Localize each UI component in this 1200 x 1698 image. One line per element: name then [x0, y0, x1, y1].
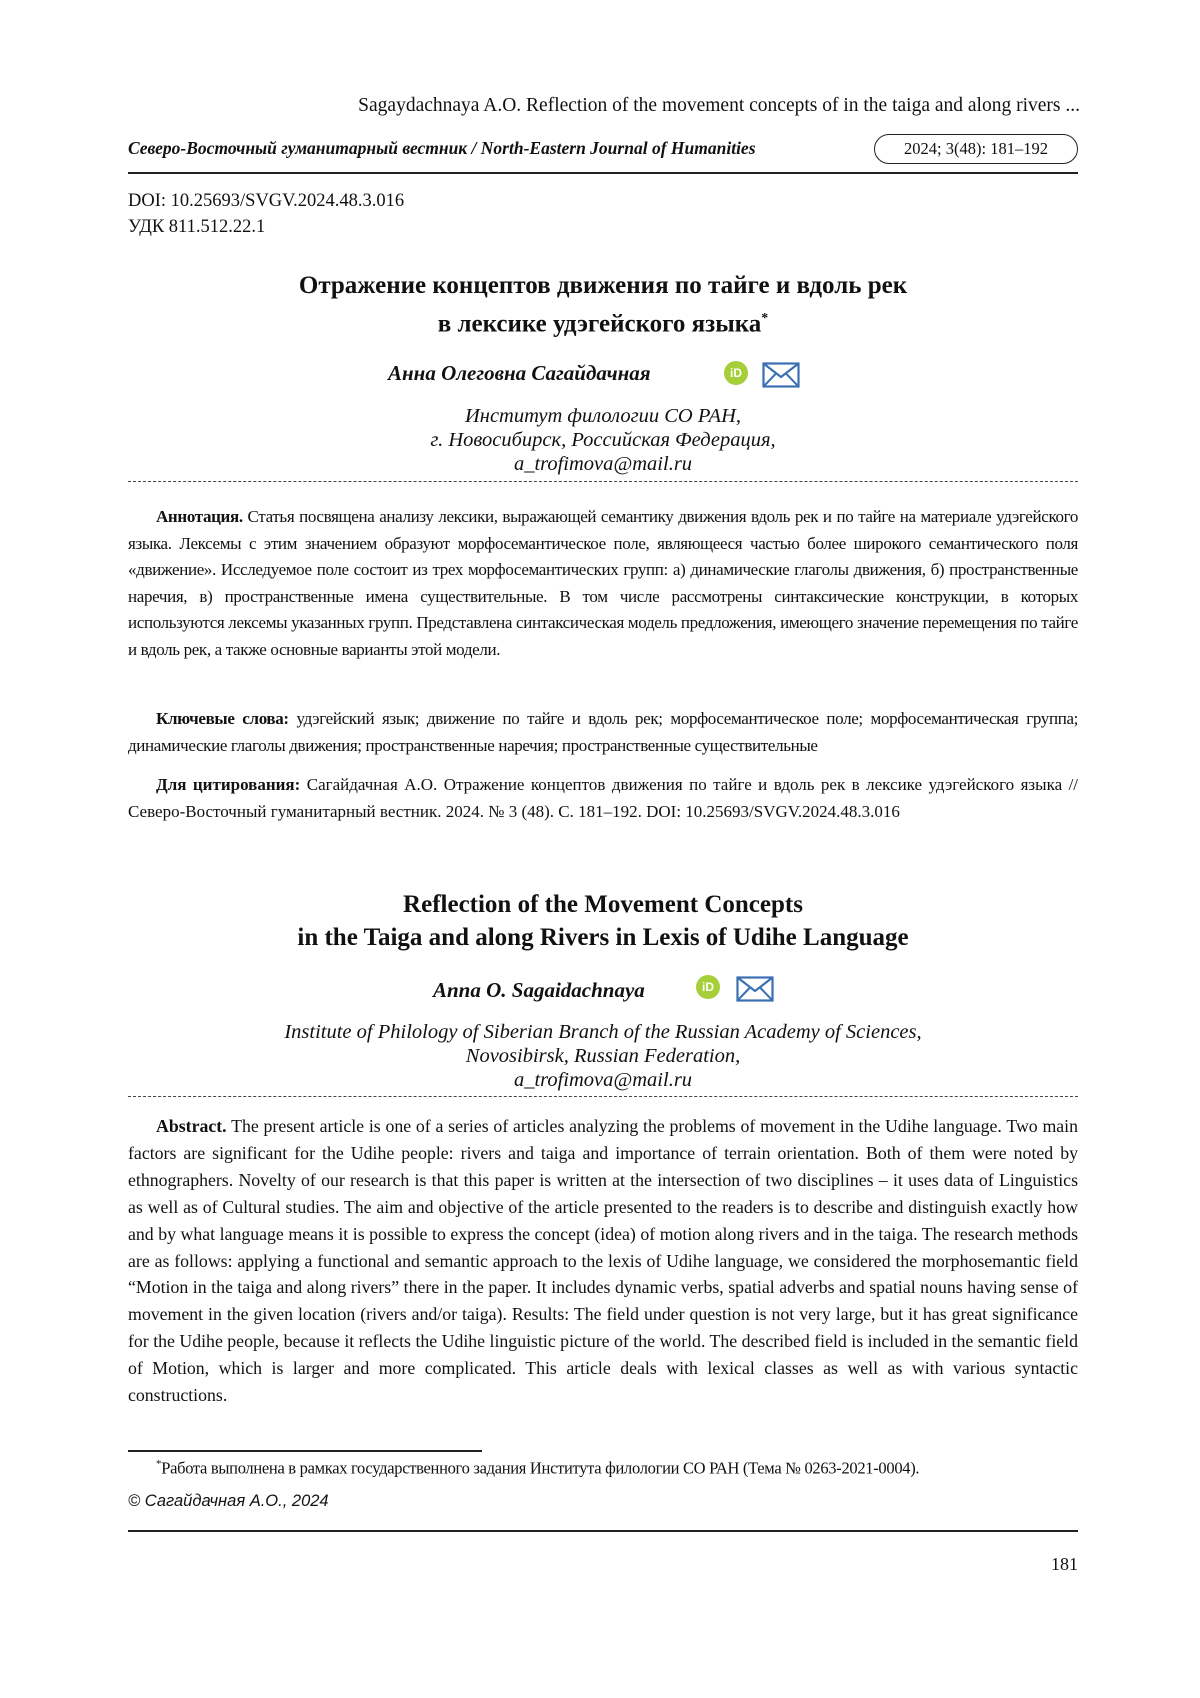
en-title-line2: in the Taiga and along Rivers in Lexis of Udihe Language	[297, 924, 909, 951]
en-abstract: Abstract. The present article is one of a series of articles analyzing the problems of movement in the Udihe language. Two main factors are significant for the Udihe people: rivers and taiga and importance of terrain orientation. Both of them were noted by ethnographers. Novelty of our research is that this paper is written at the intersection of two disciplines – it uses data of Linguistics as well as of Cultural studies. The aim and objective of the article presented to the readers is to describe and distinguish exactly how and by what language means it is possible to express the concept (idea) of motion along rivers and in the taiga. The research methods are as follows: applying a functional and semantic approach to the lexis of Udihe language, we considered the morphosemantic field “Motion in the taiga and along rivers” there in the paper. It includes dynamic verbs, spatial adverbs and spatial nouns having sense of movement in the given location (rivers and/or taiga). Results: The field under question is not very large, but it has great significance for the Udihe people, because it reflects the Udihe linguistic picture of the world. The described field is included in the semantic field of Motion, which is larger and more complicated. This article deals with lexical classes as well as with various syntactic constructions.	[128, 1116, 1079, 1406]
copyright: © Сагайдачная А.О., 2024	[128, 1492, 329, 1510]
footnote-mark: *	[761, 311, 769, 326]
ru-affiliation	[128, 404, 1078, 476]
ru-keywords: Ключевые слова: удэгейский язык; движение по тайге и вдоль рек; морфосемантическое поле; морфосемантическая группа; динамические глаголы движения; пространственные наречия; пространственные существительные	[128, 709, 1079, 755]
ru-abstract-label: Аннотация.	[156, 507, 243, 526]
ru-title-line2: в лексике удэгейского языка*	[437, 310, 769, 338]
orcid-icon[interactable]: iD	[696, 975, 720, 999]
envelope-icon[interactable]	[762, 362, 800, 393]
footnote-mark: *	[156, 1458, 162, 1470]
ru-author: Анна Олеговна Сагайдачная	[388, 361, 651, 385]
en-abstract-label: Abstract.	[156, 1116, 227, 1136]
ru-abstract: Аннотация. Статья посвящена анализу лексики, выражающей семантику движения вдоль рек и по тайге на материале удэгейского языка. Лексемы с этим значением образуют морфосемантическое поле, являющееся частью более широкого семантического поля «движение». Исследуемое поле состоит из трех морфосемантических групп: а) динамические глаголы движения, б) пространственные наречия, в) пространственные имена существительные. В том числе рассмотрены синтаксические конструкции, в которых используются лексемы указанных групп. Представлена синтаксическая модель предложения, имеющего значение перемещения по тайге и вдоль рек, а также основные варианты этой модели.	[128, 507, 1078, 659]
footnote-rule	[128, 1450, 482, 1452]
en-affiliation-line2: Novosibirsk, Russian Federation,	[465, 1045, 741, 1067]
page-number: 181	[1051, 1554, 1078, 1574]
ru-citation: Для цитирования: Сагайдачная А.О. Отражение концептов движения по тайге и вдоль рек в лексике удэгейского языка // Северо-Восточный гуманитарный вестник. 2024. № 3 (48). С. 181–192. DOI: 10.25693/SVGV.2024.48.3.016	[128, 775, 1079, 821]
ru-citation-label: Для цитирования:	[156, 775, 301, 794]
en-dashed-rule	[128, 1096, 1078, 1097]
en-title-line1: Reflection of the Movement Concepts	[403, 891, 803, 918]
en-author: Anna O. Sagaidachnaya	[433, 978, 645, 1002]
en-affiliation-line1: Institute of Philology of Siberian Branch of the Russian Academy of Sciences,	[284, 1021, 922, 1043]
ru-affiliation-line2: г. Новосибирск, Российская Федерация,	[430, 429, 776, 451]
header-rule	[128, 172, 1078, 174]
journal-name: Северо-Восточный гуманитарный вестник / North-Eastern Journal of Humanities	[128, 138, 756, 158]
en-title	[128, 888, 1078, 954]
ru-affiliation-line1: Институт филологии СО РАН,	[464, 405, 742, 427]
issue-badge: 2024; 3(48): 181–192	[874, 134, 1078, 164]
running-title: Sagaydachnaya A.O. Reflection of the movement concepts of in the taiga and along rivers ...	[358, 95, 1080, 116]
ru-title-line1: Отражение концептов движения по тайге и вдоль рек	[298, 272, 908, 299]
ru-title	[128, 269, 1078, 340]
footnote: *Работа выполнена в рамках государственного задания Института филологии СО РАН (Тема № 0263-2021-0004).	[156, 1458, 920, 1478]
en-affiliation	[128, 1020, 1078, 1092]
envelope-icon[interactable]	[736, 976, 774, 1007]
ru-dashed-rule	[128, 481, 1078, 482]
orcid-icon[interactable]: iD	[724, 361, 748, 385]
ru-email[interactable]: a_trofimova@mail.ru	[513, 453, 693, 475]
udk: УДК 811.512.22.1	[128, 217, 266, 237]
doi: DOI: 10.25693/SVGV.2024.48.3.016	[128, 191, 405, 211]
en-email[interactable]: a_trofimova@mail.ru	[513, 1069, 693, 1091]
footer-rule	[128, 1530, 1078, 1532]
ru-keywords-label: Ключевые слова:	[156, 709, 289, 728]
